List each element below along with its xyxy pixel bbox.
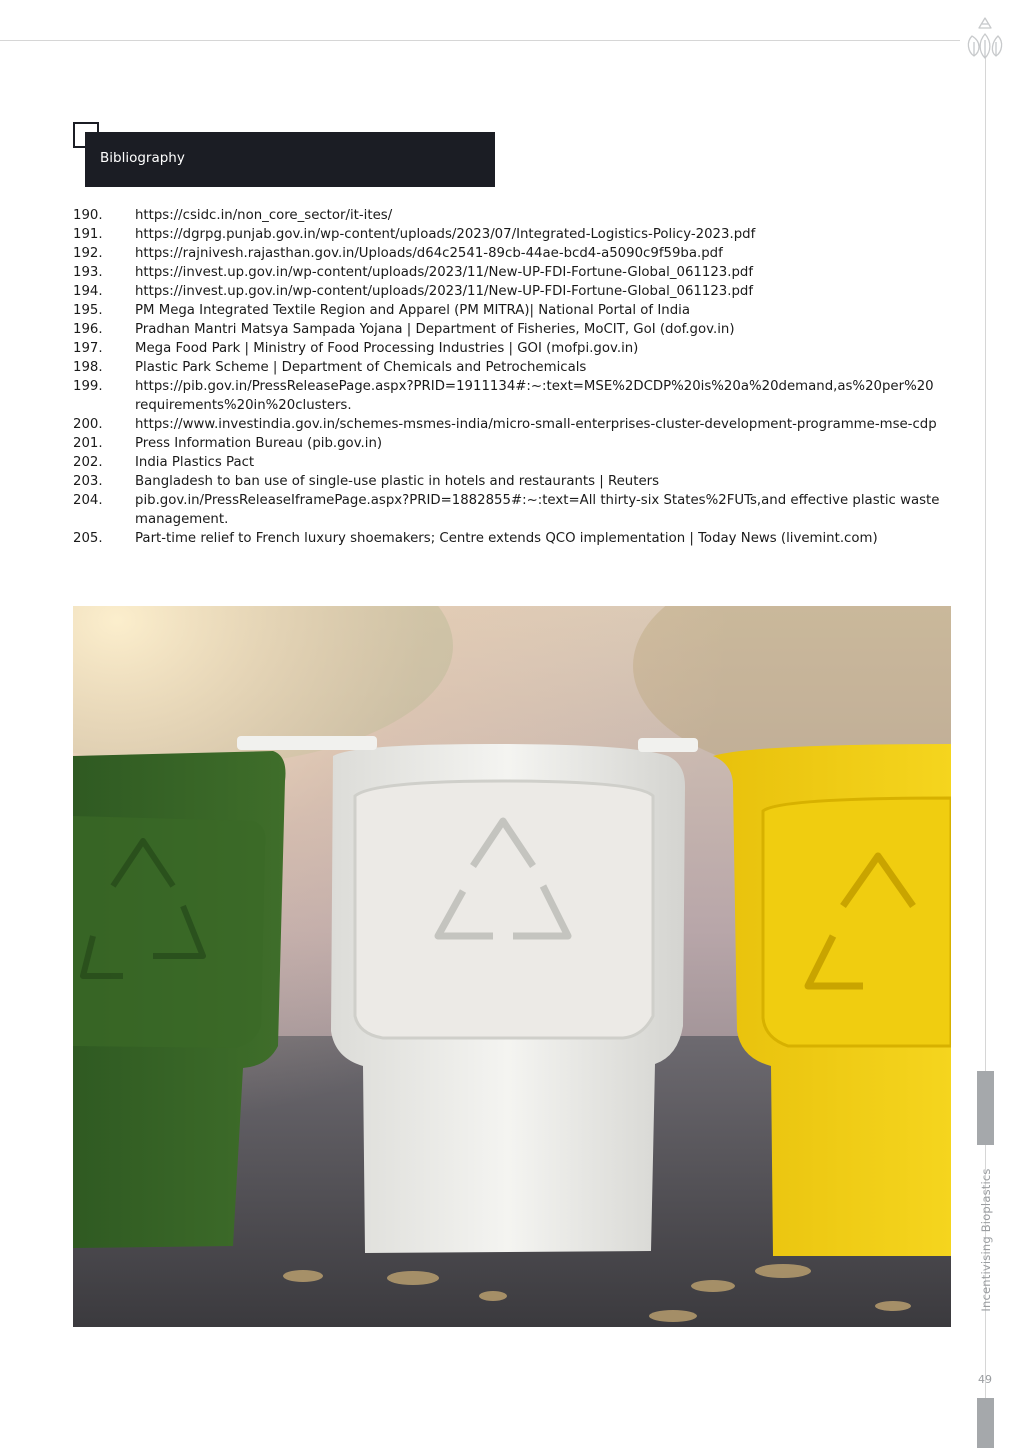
reference-item (73, 453, 953, 472)
reference-text: https://invest.up.gov.in/wp-content/uploads/2023/11/New-UP-FDI-Fortune-Global_061123.pdf (135, 284, 754, 299)
reference-item (73, 282, 953, 301)
reference-number: 194. (73, 284, 103, 299)
reference-number: 200. (73, 417, 103, 432)
reference-item (73, 358, 953, 377)
reference-text: Plastic Park Scheme | Department of Chemicals and Petrochemicals (135, 360, 587, 375)
running-title-text: Incentivising Bioplastics (979, 1168, 993, 1312)
reference-number: 201. (73, 436, 103, 451)
reference-text: Press Information Bureau (pib.gov.in) (135, 436, 383, 451)
reference-item (73, 263, 953, 282)
page-number: 49 (978, 1373, 992, 1386)
reference-text: https://www.investindia.gov.in/schemes-msmes-india/micro-small-enterprises-cluster-development-programme-mse-cdp (135, 417, 937, 432)
reference-text: Pradhan Mantri Matsya Sampada Yojana | Department of Fisheries, MoCIT, GoI (dof.gov.in) (135, 322, 735, 337)
reference-item (73, 434, 953, 453)
reference-number: 203. (73, 474, 103, 489)
reference-number: 193. (73, 265, 103, 280)
reference-number: 196. (73, 322, 103, 337)
reference-number: 192. (73, 246, 103, 261)
reference-text: https://invest.up.gov.in/wp-content/uploads/2023/11/New-UP-FDI-Fortune-Global_061123.pdf (135, 265, 754, 280)
reference-text: pib.gov.in/PressReleaseIframePage.aspx?PRID=1882855#:~:text=All thirty-six States%2FUTs,and effective plastic waste management. (135, 493, 940, 527)
reference-text: Mega Food Park | Ministry of Food Processing Industries | GOI (mofpi.gov.in) (135, 341, 639, 356)
reference-number: 191. (73, 227, 103, 242)
reference-text: https://rajnivesh.rajasthan.gov.in/Uploads/d64c2541-89cb-44ae-bcd4-a5090c9f59ba.pdf (135, 246, 723, 261)
reference-item (73, 225, 953, 244)
reference-number: 195. (73, 303, 103, 318)
reference-text: Bangladesh to ban use of single-use plastic in hotels and restaurants | Reuters (135, 474, 660, 489)
reference-text: PM Mega Integrated Textile Region and Apparel (PM MITRA)| National Portal of India (135, 303, 690, 318)
side-tab-marker (977, 1398, 994, 1448)
reference-number: 205. (73, 531, 103, 546)
reference-item (73, 529, 953, 548)
reference-number: 198. (73, 360, 103, 375)
recycling-bins-photo (73, 606, 951, 1327)
reference-item (73, 472, 953, 491)
reference-number: 199. (73, 379, 103, 394)
reference-list (73, 206, 953, 548)
section-title: Bibliography (100, 150, 185, 166)
reference-text: https://pib.gov.in/PressReleasePage.aspx?PRID=1911134#:~:text=MSE%2DCDP%20is%20a%20demand,as%20per%20 requirements%20in%20clusters. (135, 379, 934, 413)
top-divider (0, 40, 960, 41)
reference-item (73, 339, 953, 358)
section-header (85, 132, 495, 187)
reference-text: India Plastics Pact (135, 455, 255, 470)
reference-number: 202. (73, 455, 103, 470)
reference-item (73, 301, 953, 320)
reference-item (73, 377, 953, 415)
reference-number: 190. (73, 208, 103, 223)
reference-item (73, 415, 953, 434)
reference-text: https://dgrpg.punjab.gov.in/wp-content/uploads/2023/07/Integrated-Logistics-Policy-2023.pdf (135, 227, 756, 242)
reference-number: 204. (73, 493, 103, 508)
reference-item (73, 320, 953, 339)
reference-item (73, 244, 953, 263)
reference-text: https://csidc.in/non_core_sector/it-ites/ (135, 208, 393, 223)
reference-item (73, 491, 953, 529)
leaf-recycle-logo-icon (960, 14, 1010, 62)
reference-item (73, 206, 953, 225)
reference-text: Part-time relief to French luxury shoemakers; Centre extends QCO implementation | Today News (livemint.com) (135, 531, 878, 546)
reference-number: 197. (73, 341, 103, 356)
side-tab-marker (977, 1071, 994, 1145)
